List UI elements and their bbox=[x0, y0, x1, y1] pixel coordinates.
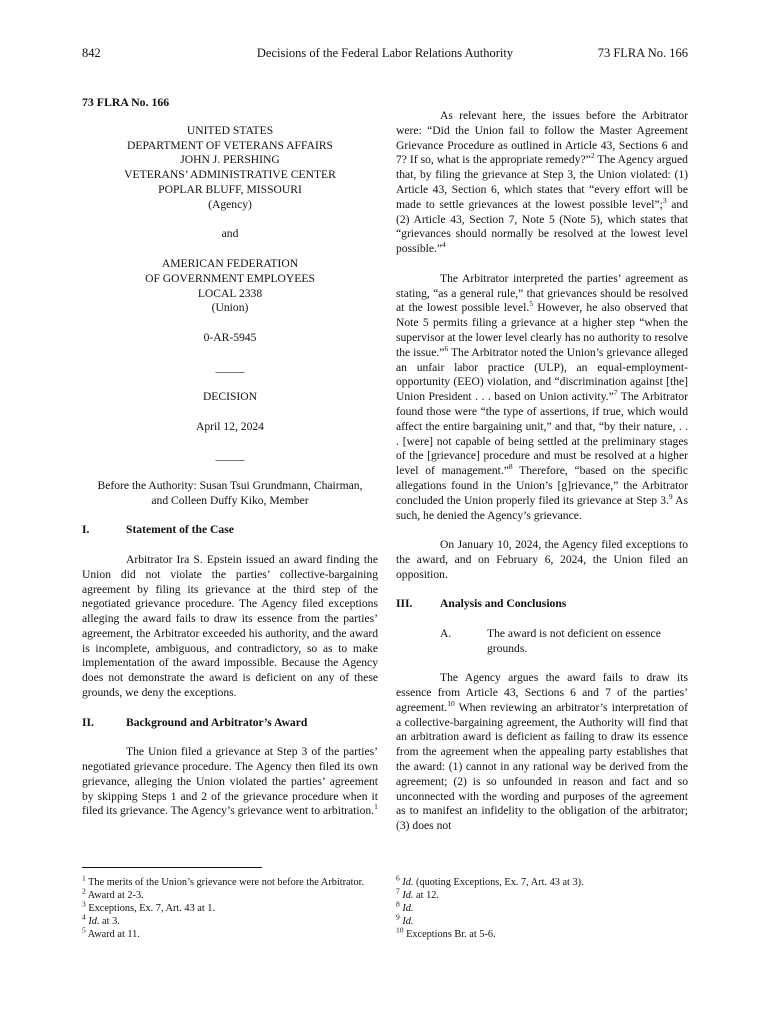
caption-line: POPLAR BLUFF, MISSOURI bbox=[158, 182, 302, 196]
decision-date: April 12, 2024 bbox=[196, 419, 264, 433]
footnote-divider bbox=[82, 867, 262, 868]
subsection-title: The award is not deficient on essence grounds. bbox=[487, 626, 661, 655]
footnote bbox=[82, 925, 378, 941]
paragraph bbox=[396, 671, 688, 834]
footnote-text: The merits of the Union’s grievance were not before the Arbitrator. bbox=[85, 877, 365, 888]
caption-and: and bbox=[221, 227, 239, 241]
footnote-ref: 10 bbox=[447, 699, 455, 709]
subsection-number: A. bbox=[440, 626, 452, 640]
panel-line: and Colleen Duffy Kiko, Member bbox=[151, 493, 309, 507]
footnote-number: 8 bbox=[396, 899, 400, 909]
footnote-id-cite: Id. bbox=[402, 903, 414, 914]
footnote-text: Award at 2-3. bbox=[85, 890, 144, 901]
section-number: III. bbox=[396, 597, 413, 611]
section-title: Statement of the Case bbox=[126, 523, 234, 537]
paragraph-text: The Arbitrator interpreted the parties’ agreement as stating, “as a general rule,” that grievances should be resolved at the lowest possible level. bbox=[396, 271, 688, 315]
left-column bbox=[82, 95, 378, 819]
paragraph-text: and (2) Article 43, Section 7, Note 5 (Note 5), which states that “grievances should normally be resolved at the lowest level possible.” bbox=[396, 197, 688, 256]
paragraph: Arbitrator Ira S. Epstein issued an award finding the Union did not violate the parties’ collective-bargaining agreement by filing its grievance at the third step of the negotiated grievance procedure. The Agency filed exceptions alleging the award fails to draw its essence from the parties’ agreement, the Arbitrator exceeded his authority, and the award is incomplete, ambiguous, and contradictory, so as to make implementation of the award impossible. Because the Agency does not demonstrate the award is deficient on any of these grounds, we deny the exceptions. bbox=[82, 552, 378, 700]
section-title: Background and Arbitrator’s Award bbox=[126, 715, 308, 729]
footnote bbox=[396, 899, 688, 915]
footnotes-right bbox=[396, 873, 688, 941]
section-heading bbox=[82, 523, 378, 538]
paragraph bbox=[82, 745, 378, 819]
footnote-number: 3 bbox=[82, 899, 86, 909]
footnote-number: 9 bbox=[396, 912, 400, 922]
running-citation: 73 FLRA No. 166 bbox=[597, 46, 688, 60]
running-head bbox=[82, 46, 688, 62]
footnote bbox=[82, 899, 378, 915]
footnote-number: 2 bbox=[82, 886, 86, 896]
paragraph-text: The Agency argued that, by filing the grievance at Step 3, the Union violated: (1) Article 43, Section 6, which states that “every effort will be made to settle grievances at the lowest possible level”; bbox=[396, 153, 688, 211]
paragraph bbox=[396, 272, 688, 524]
caption-line: LOCAL 2338 bbox=[197, 286, 263, 300]
caption-party-label: (Agency) bbox=[208, 197, 252, 211]
footnote-id-cite: Id. bbox=[402, 877, 414, 888]
right-column bbox=[396, 109, 688, 834]
case-number: 73 FLRA No. 166 bbox=[82, 95, 170, 109]
footnote-number: 4 bbox=[82, 912, 86, 922]
separator-rule: _____ bbox=[215, 449, 245, 463]
caption-line: AMERICAN FEDERATION bbox=[161, 256, 299, 270]
section-heading bbox=[82, 716, 378, 731]
footnote-number: 6 bbox=[396, 873, 400, 883]
footnote-ref: 9 bbox=[668, 491, 673, 501]
footnote bbox=[82, 886, 378, 902]
caption-line: OF GOVERNMENT EMPLOYEES bbox=[145, 271, 315, 285]
footnote bbox=[396, 873, 688, 889]
footnote-ref: 8 bbox=[508, 462, 513, 472]
decision-label: DECISION bbox=[202, 390, 258, 404]
section-number: II. bbox=[82, 715, 94, 729]
paragraph-text: As relevant here, the issues before the Arbitrator were: “Did the Union fail to follow the Master Agreement Grievance Procedure as outlined in Article 43, Sections 6 and 7? If so, what is the appropriate remedy?” bbox=[396, 109, 688, 167]
footnote-id-cite: Id. bbox=[88, 916, 100, 927]
case-caption bbox=[82, 124, 378, 509]
footnote-number: 7 bbox=[396, 886, 400, 896]
footnote-number: 10 bbox=[396, 925, 404, 935]
caption-line: JOHN J. PERSHING bbox=[180, 153, 280, 167]
paragraph-text: The Agency argues the award fails to draw its essence from Article 43, Sections 6 and 7 of the parties’ agreement. bbox=[396, 671, 688, 714]
caption-line: VETERANS’ ADMINISTRATIVE CENTER bbox=[124, 168, 336, 182]
footnote-id-cite: Id. bbox=[402, 916, 414, 927]
footnote-ref: 3 bbox=[662, 195, 667, 205]
caption-line: UNITED STATES bbox=[186, 123, 274, 137]
panel-line: Before the Authority: Susan Tsui Grundmann, Chairman, bbox=[97, 478, 363, 492]
section-heading bbox=[396, 597, 688, 612]
paragraph-text: The Arbitrator noted the Union’s grievance alleged an unfair labor practice (ULP), an equal-employment-opportunity (EEO) violation, and “discrimination against [the] Union President . . . based on Union activity.” bbox=[396, 345, 688, 404]
caption-line: DEPARTMENT OF VETERANS AFFAIRS bbox=[127, 138, 333, 152]
footnote-number: 5 bbox=[82, 925, 86, 935]
footnote bbox=[396, 886, 688, 902]
section-number: I. bbox=[82, 523, 90, 537]
footnote-ref: 5 bbox=[529, 299, 533, 309]
footnote-text: Award at 11. bbox=[85, 929, 140, 940]
paragraph-text: The Union filed a grievance at Step 3 of the parties’ negotiated grievance procedure. The Agency then filed its own grievance, alleging the Union violated the parties’ agreement by skipping Steps 1 and 2 of the grievance procedure when it filed its grievance. The Agency’s grievance went to arbitration. bbox=[82, 745, 378, 818]
section-title: Analysis and Conclusions bbox=[440, 597, 567, 611]
footnote-id-cite: Id. bbox=[402, 890, 414, 901]
footnote-ref: 2 bbox=[590, 151, 595, 161]
paragraph-text: However, he also observed that Note 5 permits filing a grievance at a higher step “when the supervisor at the lower level clearly has no authority to resolve the issue.” bbox=[396, 301, 689, 359]
footnote-ref: 7 bbox=[613, 388, 618, 398]
docket-number: 0-AR-5945 bbox=[203, 330, 257, 344]
footnote bbox=[396, 925, 688, 941]
footnote-text: (quoting Exceptions, Ex. 7, Art. 43 at 3). bbox=[413, 877, 584, 888]
footnote bbox=[396, 912, 688, 928]
paragraph-text: As such, he denied the Agency’s grievance. bbox=[396, 493, 688, 522]
page-number: 842 bbox=[82, 46, 101, 60]
footnote-text: at 12. bbox=[413, 890, 439, 901]
footnote-number: 1 bbox=[82, 873, 86, 883]
footnote bbox=[82, 873, 378, 889]
paragraph-text: Therefore, “based on the specific allegations found in the Union’s [g]rievance,” the Arbitrator concluded the Union properly filed its grievance at Step 3. bbox=[396, 464, 688, 507]
footnote-ref: 1 bbox=[374, 802, 378, 812]
footnote-text: Exceptions, Ex. 7, Art. 43 at 1. bbox=[85, 903, 216, 914]
paragraph: On January 10, 2024, the Agency filed exceptions to the award, and on February 6, 2024, the Union filed an opposition. bbox=[396, 538, 688, 581]
footnote-text: Exceptions Br. at 5-6. bbox=[403, 929, 496, 940]
paragraph-text: When reviewing an arbitrator’s interpretation of a collective-bargaining agreement, the Authority will find that an arbitration award is deficient as failing to draw its essence from the agreement when the appealing party establishes that the award: (1) cannot in any rational way be derived from the agreement; (2) is so unfounded in reason and fact and so unconnected with the wording and purposes of the agreement as to manifest an infidelity to the obligation of the arbitrator; (3) does not bbox=[396, 700, 688, 833]
footnotes-left bbox=[82, 873, 378, 941]
caption-party-label: (Union) bbox=[211, 301, 249, 315]
publication-title: Decisions of the Federal Labor Relations Authority bbox=[256, 46, 514, 60]
subsection-heading bbox=[396, 627, 688, 657]
footnote-ref: 6 bbox=[444, 343, 449, 353]
footnote bbox=[82, 912, 378, 928]
footnote-text: at 3. bbox=[99, 916, 120, 927]
separator-rule: _____ bbox=[215, 360, 245, 374]
paragraph bbox=[396, 109, 688, 257]
footnote-ref: 4 bbox=[442, 240, 446, 250]
paragraph-text: The Arbitrator found those were “the type of assertions, if true, which would affect the entire bargaining unit,” and that, “by their nature, . . . [were] not capable of being settled at the preliminary stages of the [grievance] procedure and must be resolved at a higher level of management.” bbox=[396, 390, 688, 478]
